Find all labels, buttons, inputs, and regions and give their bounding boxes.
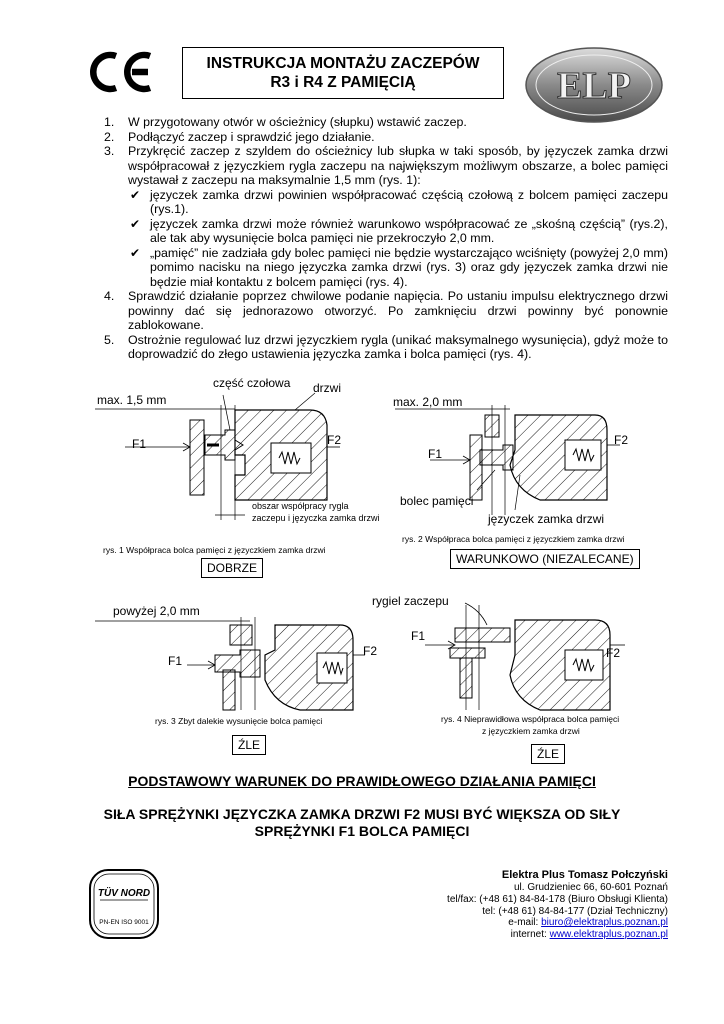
title-line-1: INSTRUKCJA MONTAŻU ZACZEPÓW <box>206 55 480 72</box>
company-email-line: e-mail: biuro@elektraplus.poznan.pl <box>508 917 668 929</box>
fig1-label-f2: F2 <box>327 433 342 447</box>
fig2-label-bolt: bolec pamięci <box>400 494 474 508</box>
fig4-label-bolt-latch: rygiel zaczepu <box>372 594 449 608</box>
svg-text:TÜV NORD: TÜV NORD <box>97 888 151 899</box>
instruction-substep: ✔ „pamięć” nie zadziała gdy bolec pamięci nie będzie wystarczająco wciśnięty (powyżej 2,0 mm) pomimo nacisku na niego języczka zamka drzwi (rys. 3) oraz gdy języczek zamka drzwi nie będzie miał kontaktu z bolcem pamięci (rys. 4). <box>130 245 668 289</box>
company-address: ul. Grudzieniec 66, 60-601 Poznań <box>514 882 668 893</box>
website-link[interactable]: www.elektraplus.poznan.pl <box>549 929 668 941</box>
fig3-label-above: powyżej 2,0 mm <box>113 604 200 618</box>
fig1-caption: rys. 1 Współpraca bolca pamięci z języczkiem zamka drzwi <box>103 545 326 555</box>
fig4-label-f2: F2 <box>606 646 621 660</box>
fig1-label-door: drzwi <box>313 381 342 395</box>
fig1-label-max: max. 1,5 mm <box>97 393 167 407</box>
tuv-nord-certificate-icon <box>88 868 160 940</box>
elp-logo-icon <box>524 46 664 124</box>
fig1-label-area-2: zaczepu i języczka zamka drzwi <box>252 513 380 523</box>
fig3-caption: rys. 3 Zbyt dalekie wysunięcie bolca pamięci <box>155 716 323 726</box>
email-link[interactable]: biuro@elektraplus.poznan.pl <box>541 917 668 929</box>
company-internet-line: internet: www.elektraplus.poznan.pl <box>510 929 668 941</box>
title-line-2: R3 i R4 Z PAMIĘCIĄ <box>270 74 416 91</box>
document-title <box>182 47 504 99</box>
basic-condition-heading: PODSTAWOWY WARUNEK DO PRAWIDŁOWEGO DZIAŁANIA PAMIĘCI <box>128 773 596 789</box>
instruction-step: 4. Sprawdzić działanie poprzez chwilowe podanie napięcia. Po ustaniu impulsu elektrycznego drzwi powinny dać się jednorazowo otworzyć. Po zamknięciu drzwi powinny być ponownie zablokowane. <box>104 289 668 332</box>
figure-3-drawing <box>95 615 385 715</box>
svg-text:ELP: ELP <box>557 65 631 107</box>
fig4-verdict: ŹLE <box>531 744 565 764</box>
fig3-label-f2: F2 <box>363 644 378 658</box>
fig1-label-area-1: obszar współpracy rygla <box>252 501 349 511</box>
instruction-substep: ✔ języczek zamka drzwi powinien współpracować częścią czołową z bolcem pamięci zaczepu (rys.1). <box>130 187 668 216</box>
company-name: Elektra Plus Tomasz Połczyński <box>501 869 668 881</box>
company-tel: tel: (+48 61) 84-84-177 (Dział Techniczny) <box>482 905 668 917</box>
fig3-verdict: ŹLE <box>232 735 266 755</box>
checkmark-icon: ✔ <box>130 187 141 202</box>
company-telfax: tel/fax: (+48 61) 84-84-178 (Biuro Obsługi Klienta) <box>447 893 668 905</box>
figure-4-drawing <box>405 600 665 715</box>
fig1-verdict: DOBRZE <box>201 558 263 578</box>
checkmark-icon: ✔ <box>130 245 141 260</box>
fig4-caption-line-1: rys. 4 Nieprawidłowa współpraca bolca pamięci <box>441 714 620 724</box>
fig2-verdict: WARUNKOWO (NIEZALECANE) <box>450 549 640 569</box>
fig2-label-max: max. 2,0 mm <box>393 395 463 409</box>
instruction-step: 2. Podłączyć zaczep i sprawdzić jego działanie. <box>104 129 375 144</box>
fig1-label-front: część czołowa <box>213 376 291 390</box>
instruction-step: 3. Przykręcić zaczep z szyldem do ościeżnicy lub słupka w taki sposób, by języczek zamka drzwi współpracował z języczkiem rygla zaczepu na największym możliwym obszarze, a bolec pamięci wystawał z zaczepu na maksymalnie 1,5 mm (rys. 1): ✔ języczek zamka drzwi powinien współpracować częścią czołową z bolcem pamięci zaczepu (rys.1). ✔ języczek zamka drzwi może również warunkowo współpracować ze „skośną częścią” (rys.2), ale tak aby wysunięcie bolca pamięci nie przekroczyło 2,0 mm. ✔ „pamięć” nie zadziała gdy bolec pamięci nie będzie wystarczająco wciśnięty (powyżej 2,0 mm) pomimo nacisku na niego języczka zamka drzwi (rys. 3) oraz gdy języczek zamka drzwi nie będzie miał kontaktu z bolcem pamięci (rys. 4). <box>104 144 668 289</box>
fig2-label-tongue: języczek zamka drzwi <box>488 512 605 526</box>
fig2-label-f1: F1 <box>428 447 443 461</box>
fig4-label-f1: F1 <box>411 629 426 643</box>
ce-mark-icon <box>88 50 156 94</box>
fig4-caption-line-2: z języczkiem zamka drzwi <box>482 726 580 736</box>
spring-condition: SIŁA SPRĘŻYNKI JĘZYCZKA ZAMKA DRZWI F2 MUSI BYĆ WIĘKSZA OD SIŁY SPRĘŻYNKI F1 BOLCA PAMIĘCI <box>103 806 621 839</box>
fig3-label-f1: F1 <box>168 654 183 668</box>
svg-text:PN-EN ISO 9001: PN-EN ISO 9001 <box>99 919 149 926</box>
fig2-caption: rys. 2 Współpraca bolca pamięci z języczkiem zamka drzwi <box>402 534 625 544</box>
fig2-label-f2: F2 <box>614 433 629 447</box>
fig1-label-f1: F1 <box>132 437 147 451</box>
checkmark-icon: ✔ <box>130 216 141 231</box>
instruction-substep: ✔ języczek zamka drzwi może również warunkowo współpracować ze „skośną częścią” (rys.2), ale tak aby wysunięcie bolca pamięci nie przekroczyło 2,0 mm. <box>130 216 668 245</box>
company-contact <box>447 868 668 941</box>
instructions-list <box>104 115 668 362</box>
instruction-step: 1. W przygotowany otwór w ościeżnicy (słupku) wstawić zaczep. <box>104 115 467 129</box>
instruction-step: 5. Ostrożnie regulować luz drzwi języczkiem rygla (unikać maksymalnego wysunięcia), gdyż może to doprowadzić do złego ustawienia języczka zamka i bolca pamięci (rys. 4). <box>104 332 668 361</box>
